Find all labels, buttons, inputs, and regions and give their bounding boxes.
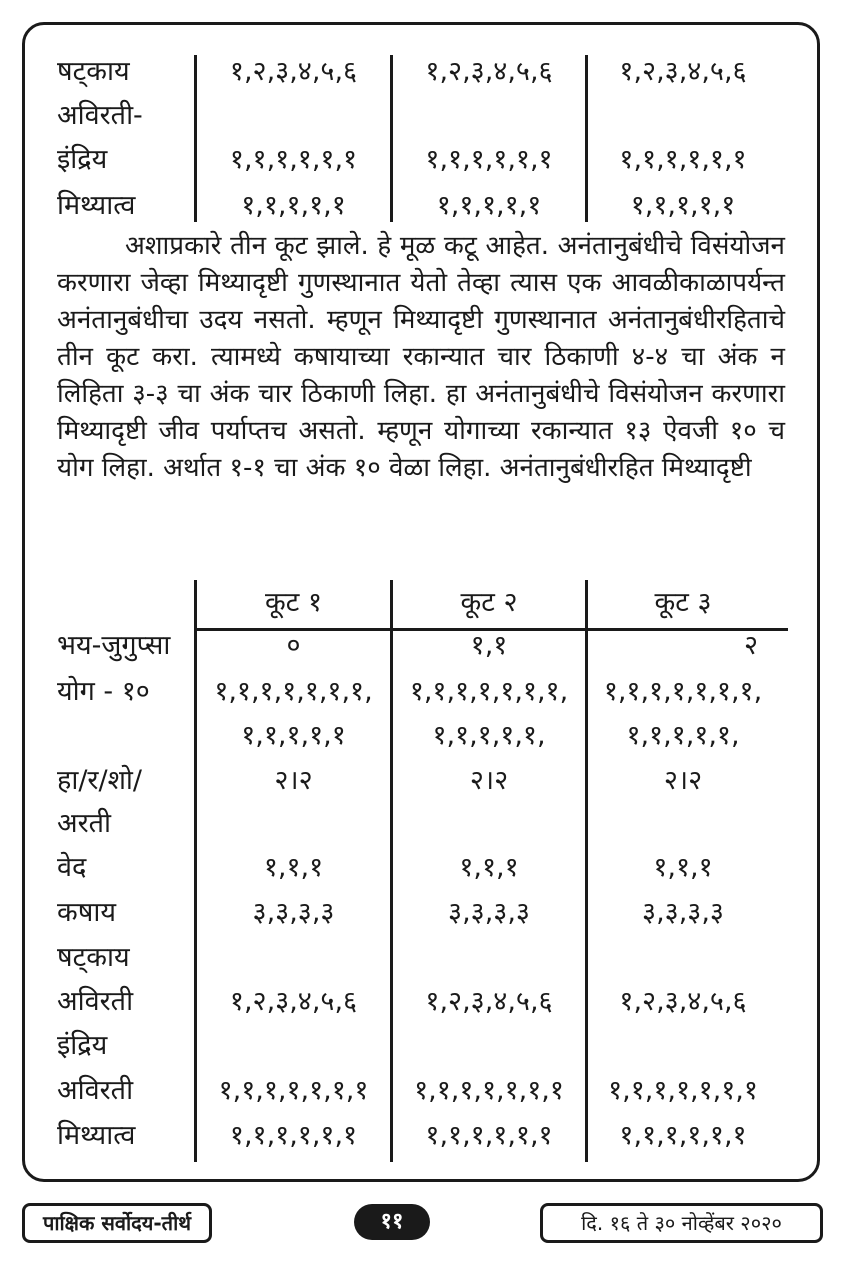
cell-value: १,१,१ — [653, 852, 713, 883]
cell-value: १,२,३,४,५,६ — [425, 986, 553, 1017]
row-label: इंद्रिय — [57, 144, 108, 175]
cell-value: २।२ — [469, 765, 509, 796]
kut-table-row — [0, 672, 850, 712]
cell-value: १,१,१ — [263, 852, 324, 883]
cell-value: १,१,१,१,१,१,१ — [608, 1075, 758, 1106]
cell-value: ३,३,३,३ — [252, 897, 335, 928]
kut-table-row — [0, 1071, 850, 1111]
cell-value: १,१,१,१,१ — [241, 720, 346, 751]
row-label: अविरती — [57, 1075, 134, 1106]
cell-value: १,१ — [470, 630, 508, 661]
cell-value: २।२ — [663, 765, 703, 796]
body-paragraph: अशाप्रकारे तीन कूट झाले. हे मूळ कटू आहेत. अनंतानुबंधीचे विसंयोजन करणारा जेव्हा मिथ्यादृष्टी गुणस्थानात येतो तेव्हा त्यास एक आवळीकाळापर्यन्त अनंतानुबंधीचा उदय नसतो. म्हणून मिथ्यादृष्टी गुणस्थानात अनंतानुबंधीरहिताचे तीन कूट करा. त्यामध्ये कषायाच्या रकान्यात चार ठिकाणी ४-४ चा अंक न लिहिता ३-३ चा अंक चार ठिकाणी लिहा. हा अनंतानुबंधीचे विसंयोजन करणारा मिथ्यादृष्टी जीव पर्याप्तच असतो. म्हणून योगाच्या रकान्यात १३ ऐवजी १० च योग लिहा. अर्थात १-१ चा अंक १० वेळा लिहा. अनंतानुबंधीरहित मिथ्यादृष्टी — [57, 231, 785, 483]
row-label: अरती — [57, 808, 112, 839]
top-table-row — [0, 52, 850, 92]
cell-value: १,२,३,४,५,६ — [619, 986, 747, 1017]
cell-value: १,१,१ — [459, 852, 519, 883]
row-label: योग - १० — [57, 676, 150, 707]
cell-value: १,१,१,१,१,१ — [229, 144, 358, 175]
column-header: कूट ३ — [654, 587, 712, 618]
row-label: हा/र/शो/ — [57, 765, 143, 796]
row-label: मिथ्यात्व — [57, 190, 136, 221]
cell-value: ३,३,३,३ — [642, 897, 724, 928]
row-label: वेद — [57, 852, 87, 883]
row-label: अविरती — [57, 986, 134, 1017]
cell-value: १,१,१,१,१,१,१, — [603, 676, 763, 707]
cell-value: १,२,३,४,५,६ — [229, 56, 358, 87]
cell-value: १,१,१,१,१, — [626, 720, 740, 751]
cell-value: १,१,१,१,१, — [432, 720, 546, 751]
cell-value: १,१,१,१,१,१,१, — [214, 676, 373, 707]
top-table-row — [0, 96, 850, 136]
cell-value: २।२ — [274, 765, 313, 796]
kut-table-row — [0, 938, 850, 978]
publication-name: पाक्षिक सर्वोदय-तीर्थ — [22, 1203, 212, 1243]
kut-table-row — [0, 893, 850, 933]
row-label: षट्काय — [57, 56, 130, 87]
cell-value: १,१,१,१,१,१,१ — [218, 1075, 369, 1106]
kut-table-header — [0, 583, 850, 623]
row-label: भय-जुगुप्सा — [57, 630, 171, 661]
kut-table-row — [0, 716, 850, 756]
kut-table-row — [0, 1026, 850, 1066]
row-label: अविरती- — [57, 100, 143, 131]
cell-value: १,१,१,१,१,१ — [619, 144, 747, 175]
kut-table-row — [0, 626, 850, 666]
top-table-row — [0, 186, 850, 226]
top-table-row — [0, 140, 850, 180]
column-header: कूट १ — [265, 587, 322, 618]
row-label: षट्काय — [57, 942, 130, 973]
cell-value: १,२,३,४,५,६ — [425, 56, 553, 87]
cell-value: १,२,३,४,५,६ — [229, 986, 358, 1017]
cell-value: १,१,१,१,१ — [630, 190, 736, 221]
kut-table-row — [0, 848, 850, 888]
cell-value: १,१,१,१,१,१,१, — [409, 676, 569, 707]
cell-value: १,१,१,१,१,१ — [425, 1120, 553, 1151]
cell-value: १,१,१,१,१ — [436, 190, 542, 221]
row-label: इंद्रिय — [57, 1030, 108, 1061]
cell-value: ० — [286, 630, 301, 661]
kut-table-row — [0, 804, 850, 844]
issue-date: दि. १६ ते ३० नोव्हेंबर २०२० — [540, 1203, 823, 1243]
column-header: कूट २ — [460, 587, 518, 618]
page-number: ११ — [354, 1204, 430, 1240]
cell-value: १,१,१,१,१,१ — [425, 144, 553, 175]
kut-table-row — [0, 982, 850, 1022]
row-label: मिथ्यात्व — [57, 1120, 136, 1151]
cell-value: १,१,१,१,१,१ — [619, 1120, 747, 1151]
cell-value: १,१,१,१,१ — [241, 190, 346, 221]
kut-table-row — [0, 1116, 850, 1156]
cell-value: २ — [743, 630, 758, 661]
cell-value: ३,३,३,३ — [448, 897, 530, 928]
row-label: कषाय — [57, 897, 116, 928]
cell-value: १,२,३,४,५,६ — [619, 56, 747, 87]
cell-value: १,१,१,१,१,१,१ — [414, 1075, 564, 1106]
cell-value: १,१,१,१,१,१ — [229, 1120, 358, 1151]
kut-table-row — [0, 761, 850, 801]
